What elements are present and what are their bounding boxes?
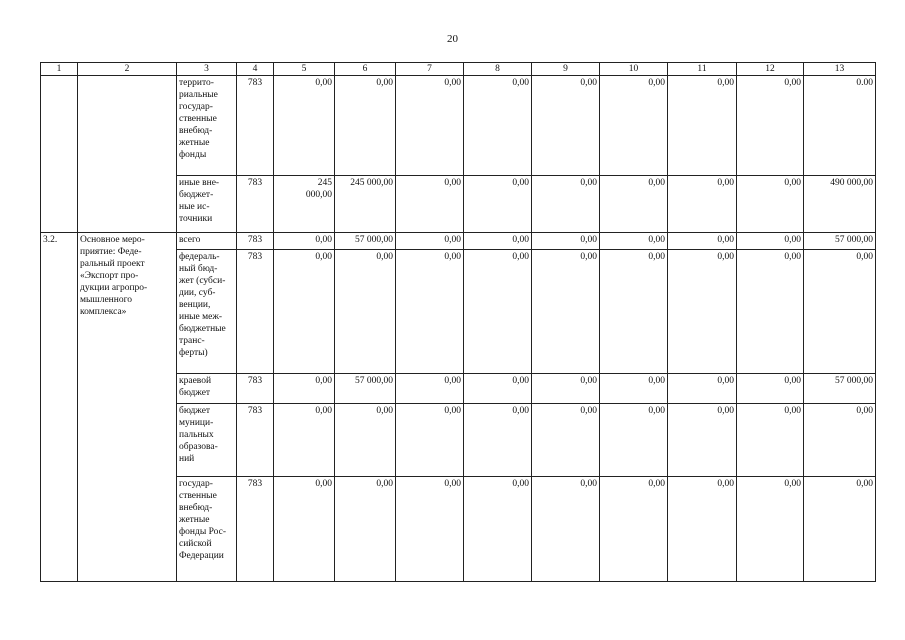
funding-source-label: бюджет муници- пальных образова- ний [177,404,237,477]
value-cell: 0,00 [668,233,737,250]
code-cell: 783 [237,76,274,176]
value-cell: 0,00 [396,477,464,582]
value-cell: 0,00 [737,176,804,233]
value-cell: 0,00 [464,176,532,233]
value-cell: 0,00 [464,233,532,250]
value-cell: 0,00 [274,477,335,582]
value-cell: 0,00 [335,477,396,582]
section-title [78,76,177,233]
value-cell: 0,00 [274,76,335,176]
value-cell: 0,00 [464,477,532,582]
value-cell: 0,00 [668,250,737,374]
value-cell: 0,00 [532,250,600,374]
value-cell: 0,00 [600,477,668,582]
funding-source-label: иные вне- бюджет- ные ис- точники [177,176,237,233]
value-cell: 0,00 [737,477,804,582]
value-cell: 0,00 [737,233,804,250]
value-cell: 0,00 [532,404,600,477]
header-cell: 13 [804,63,876,76]
value-cell: 0,00 [668,477,737,582]
value-cell: 245 000,00 [335,176,396,233]
value-cell: 0,00 [464,76,532,176]
header-cell: 11 [668,63,737,76]
value-cell: 0,00 [396,176,464,233]
header-cell: 4 [237,63,274,76]
section-title: Основное меро- приятие: Феде- ральный проект «Экспорт про- дукции агропро- мышленного комплекса» [78,233,177,582]
value-cell: 0,00 [600,374,668,404]
value-cell: 0,00 [464,374,532,404]
header-cell: 9 [532,63,600,76]
value-cell: 0,00 [396,233,464,250]
value-cell: 0,00 [274,233,335,250]
value-cell: 0,00 [600,76,668,176]
header-cell: 5 [274,63,335,76]
code-cell: 783 [237,250,274,374]
value-cell: 0,00 [532,76,600,176]
header-cell: 8 [464,63,532,76]
value-cell: 0,00 [600,176,668,233]
value-cell: 0,00 [335,404,396,477]
funding-source-label: краевой бюджет [177,374,237,404]
value-cell: 0,00 [668,374,737,404]
value-cell: 0,00 [737,374,804,404]
value-cell: 0,00 [335,76,396,176]
header-cell: 1 [41,63,78,76]
value-cell: 57 000,00 [804,374,876,404]
value-cell: 0,00 [532,477,600,582]
value-cell: 0,00 [600,233,668,250]
value-cell: 0,00 [532,233,600,250]
code-cell: 783 [237,477,274,582]
value-cell: 0,00 [464,250,532,374]
code-cell: 783 [237,233,274,250]
value-cell: 0,00 [274,404,335,477]
value-cell: 0,00 [737,76,804,176]
value-cell: 57 000,00 [804,233,876,250]
header-cell: 12 [737,63,804,76]
header-cell: 6 [335,63,396,76]
funding-source-label: федераль- ный бюд- жет (субси- дии, суб- венции, иные меж- бюджетные транс- ферты) [177,250,237,374]
value-cell: 0,00 [274,250,335,374]
value-cell: 0,00 [737,404,804,477]
value-cell: 57 000,00 [335,374,396,404]
value-cell: 0,00 [804,250,876,374]
header-cell: 7 [396,63,464,76]
value-cell: 0,00 [600,250,668,374]
value-cell: 0,00 [804,404,876,477]
value-cell: 0,00 [464,404,532,477]
funding-source-label: террито- риальные государ- ственные внебюд- жетные фонды [177,76,237,176]
code-cell: 783 [237,374,274,404]
section-number: 3.2. [41,233,78,582]
funding-source-label: всего [177,233,237,250]
value-cell: 57 000,00 [335,233,396,250]
section-number [41,76,78,233]
table-row [41,76,876,176]
value-cell: 245 000,00 [274,176,335,233]
value-cell: 0,00 [668,76,737,176]
header-cell: 10 [600,63,668,76]
value-cell: 0,00 [737,250,804,374]
header-row [41,63,876,76]
value-cell: 0,00 [804,477,876,582]
value-cell: 0,00 [668,176,737,233]
header-cell: 3 [177,63,237,76]
value-cell: 0,00 [532,374,600,404]
value-cell: 0.00 [804,76,876,176]
value-cell: 0,00 [396,250,464,374]
value-cell: 0,00 [274,374,335,404]
code-cell: 783 [237,176,274,233]
code-cell: 783 [237,404,274,477]
value-cell: 0,00 [532,176,600,233]
value-cell: 0,00 [396,374,464,404]
value-cell: 0,00 [668,404,737,477]
value-cell: 0,00 [600,404,668,477]
value-cell: 0,00 [396,76,464,176]
value-cell: 0,00 [396,404,464,477]
header-cell: 2 [78,63,177,76]
table-row [41,233,876,250]
page-number: 20 [447,33,458,45]
budget-table [40,62,876,582]
value-cell: 0,00 [335,250,396,374]
value-cell: 490 000,00 [804,176,876,233]
funding-source-label: государ- ственные внебюд- жетные фонды Рос- сийской Федерации [177,477,237,582]
